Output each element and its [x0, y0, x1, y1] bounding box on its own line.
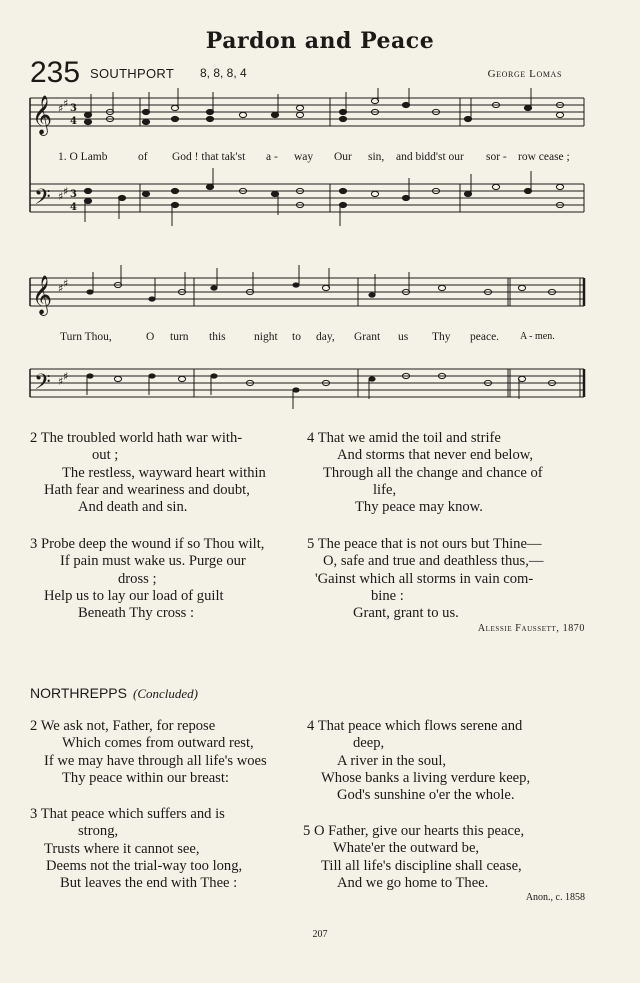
verse-line: Thy peace within our breast: — [62, 769, 229, 786]
verse-2: 2 The troubled world hath war with- out ; The restless, wayward heart within Hath fear and weariness and doubt, And death and sin. — [30, 430, 310, 516]
lyric-word: way — [294, 151, 314, 163]
verse-line: life, — [373, 481, 397, 498]
verse-line: And storms that never end below, — [337, 447, 534, 464]
svg-text:♯: ♯ — [63, 97, 69, 110]
verse-line: The peace that is not ours but Thine— — [317, 536, 542, 552]
lyric-word: peace. — [470, 331, 500, 343]
lyric-word: and bidd'st our — [396, 151, 464, 163]
svg-text:♯: ♯ — [58, 190, 64, 203]
verse-line: If pain must wake us. Purge our — [60, 553, 246, 570]
verse-line: A river in the soul, — [337, 752, 447, 769]
svg-text:4: 4 — [70, 116, 77, 127]
verse-line: bine : — [371, 587, 404, 604]
music-system-1 — [0, 88, 640, 348]
verse-line: deep, — [353, 735, 385, 752]
verse-line: dross ; — [118, 570, 157, 587]
meter: 8, 8, 8, 4 — [200, 66, 247, 80]
northrepps-verse-2: 2 We ask not, Father, for repose Which comes from outward rest, If we may have through all life's woes Thy peace within our breast: — [30, 718, 310, 787]
verse-line: And death and sin. — [78, 499, 188, 516]
verse-line: O Father, give our hearts this peace, — [313, 823, 525, 839]
verse-5: 5 The peace that is not ours but Thine— O, safe and true and deathless thus,— 'Gainst which all storms in vain com- bine : Grant, grant to us. — [307, 536, 597, 622]
verse-line: out ; — [92, 447, 119, 464]
svg-text:3: 3 — [70, 103, 77, 114]
lyric-word: a - — [266, 151, 278, 163]
verse-line: Beneath Thy cross : — [78, 605, 195, 622]
svg-text:♯: ♯ — [63, 185, 69, 198]
verse-line: Deems not the trial-way too long, — [46, 857, 243, 874]
lyric-word: Grant — [354, 331, 381, 343]
verse-line: God's sunshine o'er the whole. — [337, 787, 515, 804]
verse-line: 'Gainst which all storms in vain com- — [315, 570, 534, 587]
lyric-word: this — [209, 331, 226, 343]
svg-text:♯: ♯ — [58, 102, 64, 115]
lyric-word: Thy — [432, 331, 451, 343]
verse-line: Whose banks a living verdure keep, — [321, 769, 531, 786]
lyric-word: Our — [334, 151, 352, 163]
lyric-word: to — [292, 331, 301, 343]
verse-line: But leaves the end with Thee : — [60, 875, 238, 892]
lyric-word: us — [398, 331, 409, 343]
northrepps-verse-5: 5 O Father, give our hearts this peace, Whate'er the outward be, Till all life's discipline shall cease, And we go home to Thee. — [303, 823, 593, 892]
verse-line: Through all the change and chance of — [323, 464, 543, 481]
lyric-word: turn — [170, 331, 189, 343]
verse-line: Grant, grant to us. — [353, 605, 459, 622]
svg-text:𝄞: 𝄞 — [32, 95, 53, 135]
page-number: 207 — [312, 929, 328, 940]
page-title: Pardon and Peace — [205, 28, 435, 54]
verse-line: O, safe and true and deathless thus,— — [323, 553, 544, 570]
lyric-word: day, — [316, 331, 335, 343]
verse-line: The restless, wayward heart within — [62, 464, 266, 481]
hymn-number: 235 — [30, 56, 81, 89]
verse-4: 4 That we amid the toil and strife And storms that never end below, Through all the change and chance of life, Thy peace may know. — [307, 430, 597, 516]
lyric-word: night — [254, 331, 278, 343]
verse-line: Probe deep the wound if so Thou wilt, — [40, 536, 265, 552]
author-credit: Anon., c. 1858 — [525, 892, 585, 903]
northrepps-verse-4: 4 That peace which flows serene and deep, A river in the soul, Whose banks a living verdure keep, God's sunshine o'er the whole. — [307, 718, 597, 804]
verse-line: That we amid the toil and strife — [317, 430, 501, 446]
svg-text:𝄢: 𝄢 — [34, 185, 51, 215]
lyrics-line-1 — [0, 151, 640, 165]
verse-line: That peace which suffers and is — [40, 806, 225, 822]
verse-line: Whate'er the outward be, — [333, 840, 480, 857]
svg-text:♯: ♯ — [63, 277, 69, 290]
svg-text:♯: ♯ — [63, 370, 69, 383]
northrepps-verse-3: 3 That peace which suffers and is strong, Trusts where it cannot see, Deems not the trial-way too long, But leaves the end with Thee : — [30, 806, 310, 892]
svg-text:3: 3 — [70, 189, 77, 200]
verse-line: Till all life's discipline shall cease, — [321, 857, 522, 874]
verse-3: 3 Probe deep the wound if so Thou wilt, If pain must wake us. Purge our dross ; Help us to lay our load of guilt Beneath Thy cross : — [30, 536, 310, 622]
tune-name: SOUTHPORT — [90, 66, 175, 81]
verse-line: The troubled world hath war with- — [40, 430, 243, 446]
lyric-word: O — [146, 331, 155, 343]
verse-line: Hath fear and weariness and doubt, — [44, 481, 250, 498]
svg-text:♯: ♯ — [58, 282, 64, 295]
verse-line: Help us to lay our load of guilt — [44, 587, 224, 604]
svg-text:4: 4 — [70, 202, 77, 213]
verse-line: We ask not, Father, for repose — [40, 718, 216, 734]
verse-line: And we go home to Thee. — [337, 874, 489, 891]
section-title — [30, 685, 198, 702]
author-credit: Alessie Faussett, 1870 — [477, 623, 585, 634]
verse-line: That peace which flows serene and — [317, 718, 523, 734]
verse-line: Thy peace may know. — [355, 499, 483, 516]
lyrics-line-2 — [0, 331, 640, 345]
composer: George Lomas — [487, 68, 562, 80]
tune-subtitle: (Concluded) — [132, 686, 198, 701]
lyric-word: row cease ; — [518, 151, 570, 163]
lyric-word: Turn Thou, — [60, 331, 112, 343]
music-system-2-bass — [0, 355, 640, 415]
verse-line: Trusts where it cannot see, — [44, 840, 200, 857]
tune-name: NORTHREPPS — [30, 685, 127, 701]
lyric-word: God ! that tak'st — [172, 151, 246, 163]
verse-line: strong, — [78, 823, 119, 840]
lyric-word: sin, — [368, 151, 385, 163]
verse-line: Which comes from outward rest, — [62, 735, 254, 752]
lyric-word: sor - — [486, 151, 507, 163]
svg-text:𝄞: 𝄞 — [32, 275, 53, 315]
lyric-word: 1. O Lamb — [58, 151, 108, 163]
lyric-word: of — [138, 151, 148, 163]
svg-text:𝄢: 𝄢 — [34, 370, 51, 400]
lyric-word: A - men. — [520, 331, 555, 342]
svg-text:♯: ♯ — [58, 375, 64, 388]
verse-line: If we may have through all life's woes — [44, 752, 267, 769]
